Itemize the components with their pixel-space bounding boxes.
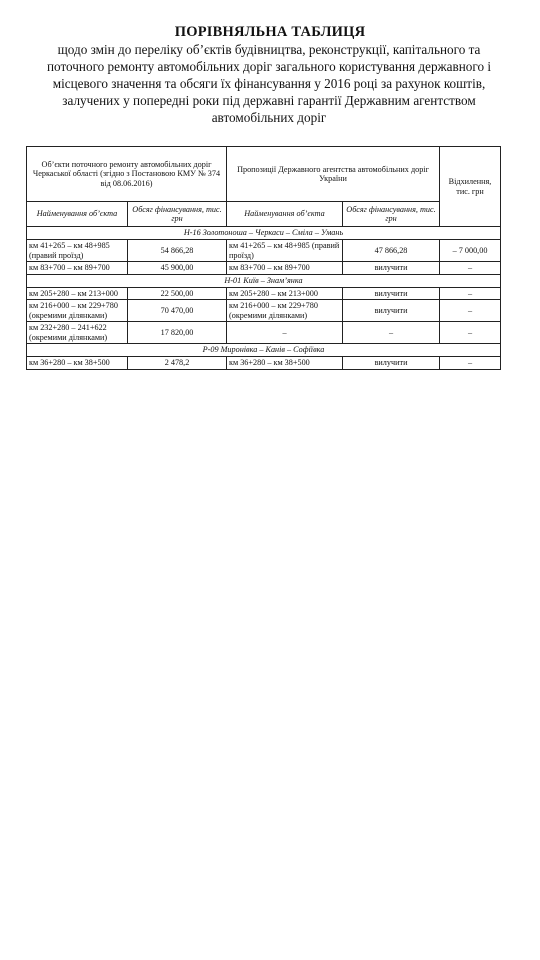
table-row: [27, 322, 501, 344]
financing-proposed: вилучити: [343, 262, 440, 275]
header-agency-proposals: Пропозиції Державного агентства автомобільних доріг України: [227, 147, 440, 202]
subheader-financing-1: Обсяг фінансування, тис. грн: [128, 202, 227, 227]
object-name-current: км 83+700 – км 89+700: [27, 262, 128, 275]
deviation-value: – 7 000,00: [440, 240, 501, 262]
object-name-current: км 216+000 – км 229+780 (окремими ділянками): [27, 300, 128, 322]
document-subtitle: щодо змін до переліку об’єктів будівництва, реконструкції, капітального та поточного ремонту автомобільних доріг загального користування державного і місцевого значення та обсяги їх фінансування у 2016 році за рахунок коштів, залучених у попередні роки під державні гарантії Державним агентством автомобільних доріг: [46, 42, 492, 125]
table-row: [27, 240, 501, 262]
object-name-current: км 205+280 – км 213+000: [27, 287, 128, 300]
table-row: [27, 357, 501, 370]
object-name-current: км 36+280 – км 38+500: [27, 357, 128, 370]
object-name-proposed: км 41+265 – км 48+985 (правий проїзд): [227, 240, 343, 262]
object-name-proposed: км 216+000 – км 229+780 (окремими ділянками): [227, 300, 343, 322]
deviation-value: –: [440, 300, 501, 322]
object-name-proposed: км 36+280 – км 38+500: [227, 357, 343, 370]
financing-proposed: –: [343, 322, 440, 344]
table-row: [27, 287, 501, 300]
financing-proposed: вилучити: [343, 300, 440, 322]
subheader-object-name-2: Найменування об’єкта: [227, 202, 343, 227]
object-name-current: км 232+280 – 241+622 (окремими ділянками): [27, 322, 128, 344]
object-name-proposed: –: [227, 322, 343, 344]
deviation-value: –: [440, 262, 501, 275]
object-name-proposed: км 83+700 – км 89+700: [227, 262, 343, 275]
table-row: [27, 262, 501, 275]
financing-proposed: вилучити: [343, 287, 440, 300]
financing-current: 22 500,00: [128, 287, 227, 300]
road-section-header: Р-09 Миронівка – Канів – Софіївка: [27, 344, 501, 357]
financing-proposed: 47 866,28: [343, 240, 440, 262]
financing-current: 54 866,28: [128, 240, 227, 262]
object-name-current: км 41+265 – км 48+985 (правий проїзд): [27, 240, 128, 262]
financing-current: 2 478,2: [128, 357, 227, 370]
subheader-object-name-1: Найменування об’єкта: [27, 202, 128, 227]
document-title: ПОРІВНЯЛЬНА ТАБЛИЦЯ: [174, 24, 366, 40]
deviation-value: –: [440, 287, 501, 300]
financing-current: 17 820,00: [128, 322, 227, 344]
table-row: [27, 300, 501, 322]
subheader-financing-2: Обсяг фінансування, тис. грн: [343, 202, 440, 227]
deviation-value: –: [440, 357, 501, 370]
financing-current: 45 900,00: [128, 262, 227, 275]
financing-current: 70 470,00: [128, 300, 227, 322]
deviation-value: –: [440, 322, 501, 344]
header-deviation: Відхилення, тис. грн: [440, 147, 501, 227]
object-name-proposed: км 205+280 – км 213+000: [227, 287, 343, 300]
header-current-objects: Об’єкти поточного ремонту автомобільних доріг Черкаської області (згідно з Постановою КМУ № 374 від 08.06.2016): [27, 147, 227, 202]
financing-proposed: вилучити: [343, 357, 440, 370]
road-section-header: Н-01 Київ – Знам’янка: [27, 274, 501, 287]
road-section-header: Н-16 Золотоноша – Черкаси – Сміла – Умань: [27, 227, 501, 240]
comparison-table: [26, 146, 501, 370]
